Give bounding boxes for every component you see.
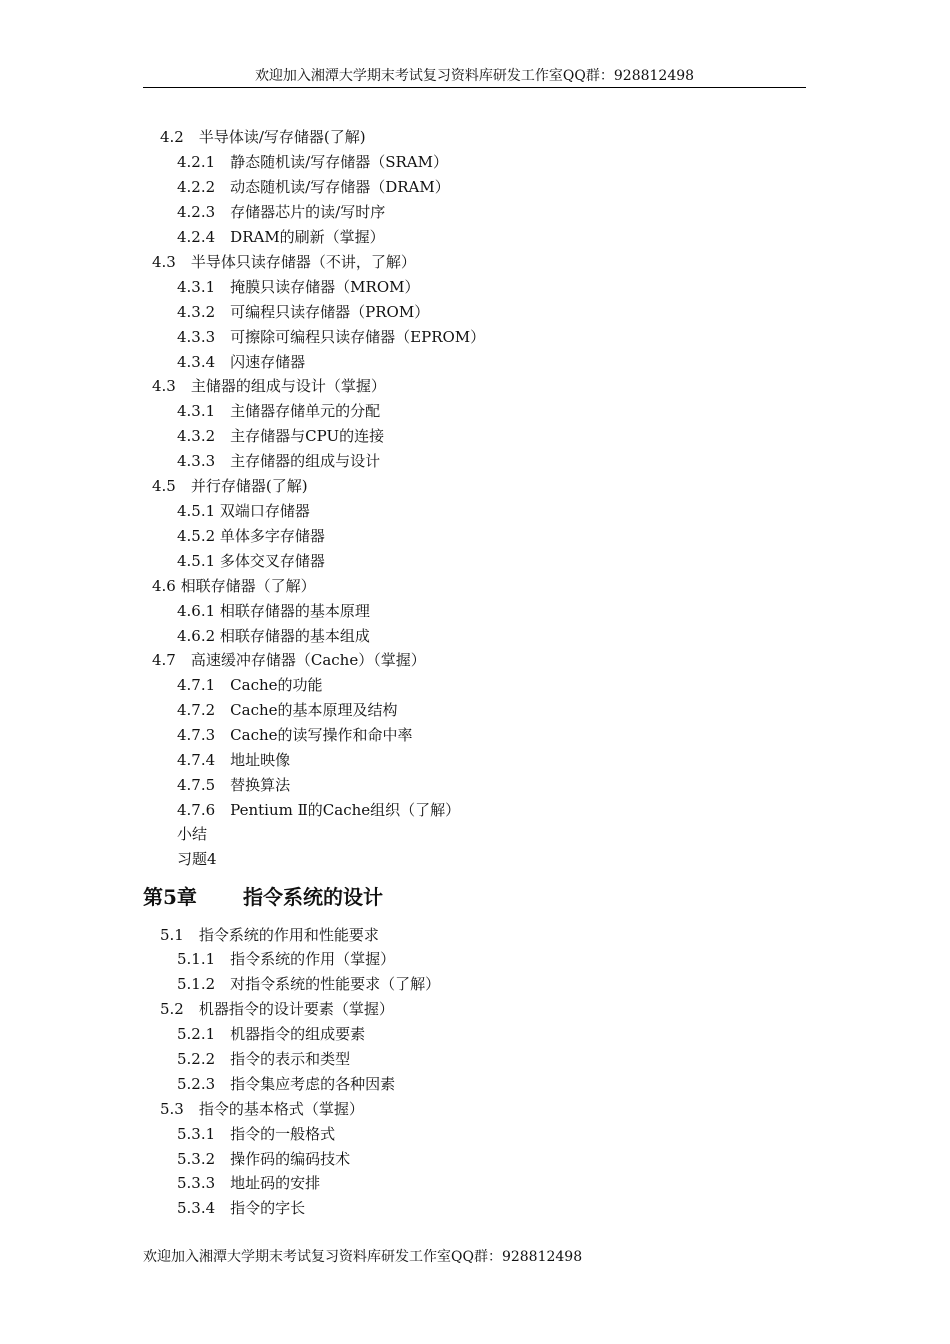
toc-subsection-5-3-1: 5.3.1 指令的一般格式	[177, 1125, 336, 1143]
toc-subsection-5-1-2: 5.1.2 对指令系统的性能要求（了解）	[177, 975, 441, 993]
toc-summary: 小结	[177, 825, 208, 843]
toc-exercises-4: 习题4	[177, 850, 217, 868]
toc-subsection-4-6-1: 4.6.1 相联存储器的基本原理	[177, 602, 370, 620]
toc-section-5-1: 5.1 指令系统的作用和性能要求	[160, 926, 379, 944]
toc-section-4-2: 4.2 半导体读/写存储器(了解)	[160, 128, 366, 146]
toc-subsection-4-3-2-prom: 4.3.2 可编程只读存储器（PROM）	[177, 303, 430, 321]
toc-subsection-4-3-1-mrom: 4.3.1 掩膜只读存储器（MROM）	[177, 278, 420, 296]
toc-subsection-4-2-3: 4.2.3 存储器芯片的读/写时序	[177, 203, 386, 221]
toc-subsection-5-3-2: 5.3.2 操作码的编码技术	[177, 1150, 351, 1168]
toc-section-5-3: 5.3 指令的基本格式（掌握）	[160, 1100, 364, 1118]
toc-section-5-2: 5.2 机器指令的设计要素（掌握）	[160, 1000, 394, 1018]
toc-subsection-4-7-6: 4.7.6 Pentium Ⅱ的Cache组织（了解）	[177, 801, 461, 819]
toc-subsection-4-5-1-dual-port: 4.5.1 双端口存储器	[177, 502, 310, 520]
toc-subsection-4-2-2: 4.2.2 动态随机读/写存储器（DRAM）	[177, 178, 450, 196]
toc-subsection-5-3-4: 5.3.4 指令的字长	[177, 1199, 306, 1217]
toc-subsection-5-2-2: 5.2.2 指令的表示和类型	[177, 1050, 351, 1068]
toc-subsection-4-7-3: 4.7.3 Cache的读写操作和命中率	[177, 726, 413, 744]
toc-section-4-5: 4.5 并行存储器(了解)	[152, 477, 308, 495]
toc-subsection-4-2-4: 4.2.4 DRAM的刷新（掌握）	[177, 228, 385, 246]
toc-subsection-4-5-2-multiword: 4.5.2 单体多字存储器	[177, 527, 325, 545]
chapter-title: 指令系统的设计	[243, 885, 383, 909]
page-footer: 欢迎加入湘潭大学期末考试复习资料库研发工作室QQ群：928812498	[143, 1249, 583, 1265]
toc-subsection-5-3-3: 5.3.3 地址码的安排	[177, 1174, 321, 1192]
toc-subsection-4-6-2: 4.6.2 相联存储器的基本组成	[177, 627, 370, 645]
toc-subsection-5-1-1: 5.1.1 指令系统的作用（掌握）	[177, 950, 396, 968]
toc-subsection-4-7-1: 4.7.1 Cache的功能	[177, 676, 323, 694]
toc-subsection-4-2-1: 4.2.1 静态随机读/写存储器（SRAM）	[177, 153, 448, 171]
toc-subsection-4-3-4-flash: 4.3.4 闪速存储器	[177, 353, 306, 371]
toc-subsection-4-7-2: 4.7.2 Cache的基本原理及结构	[177, 701, 398, 719]
toc-section-4-3-rom: 4.3 半导体只读存储器（不讲，了解）	[152, 253, 416, 271]
toc-subsection-5-2-1: 5.2.1 机器指令的组成要素	[177, 1025, 366, 1043]
toc-section-4-3-main-memory: 4.3 主储器的组成与设计（掌握）	[152, 377, 386, 395]
chapter-number: 第5章	[143, 885, 197, 909]
toc-section-4-7: 4.7 高速缓冲存储器（Cache）（掌握）	[152, 651, 426, 669]
toc-subsection-4-3-1-allocation: 4.3.1 主储器存储单元的分配	[177, 402, 381, 420]
chapter-heading	[143, 883, 383, 911]
toc-subsection-4-7-5: 4.7.5 替换算法	[177, 776, 291, 794]
toc-subsection-4-5-1-interleaved: 4.5.1 多体交叉存储器	[177, 552, 325, 570]
page-header: 欢迎加入湘潭大学期末考试复习资料库研发工作室QQ群：928812498	[254, 68, 695, 84]
toc-subsection-4-3-2-cpu-connection: 4.3.2 主存储器与CPU的连接	[177, 427, 385, 445]
toc-subsection-4-7-4: 4.7.4 地址映像	[177, 751, 291, 769]
toc-subsection-5-2-3: 5.2.3 指令集应考虑的各种因素	[177, 1075, 396, 1093]
toc-section-4-6: 4.6 相联存储器（了解）	[152, 577, 316, 595]
toc-subsection-4-3-3-design: 4.3.3 主存储器的组成与设计	[177, 452, 381, 470]
toc-subsection-4-3-3-eprom: 4.3.3 可擦除可编程只读存储器（EPROM）	[177, 328, 486, 346]
